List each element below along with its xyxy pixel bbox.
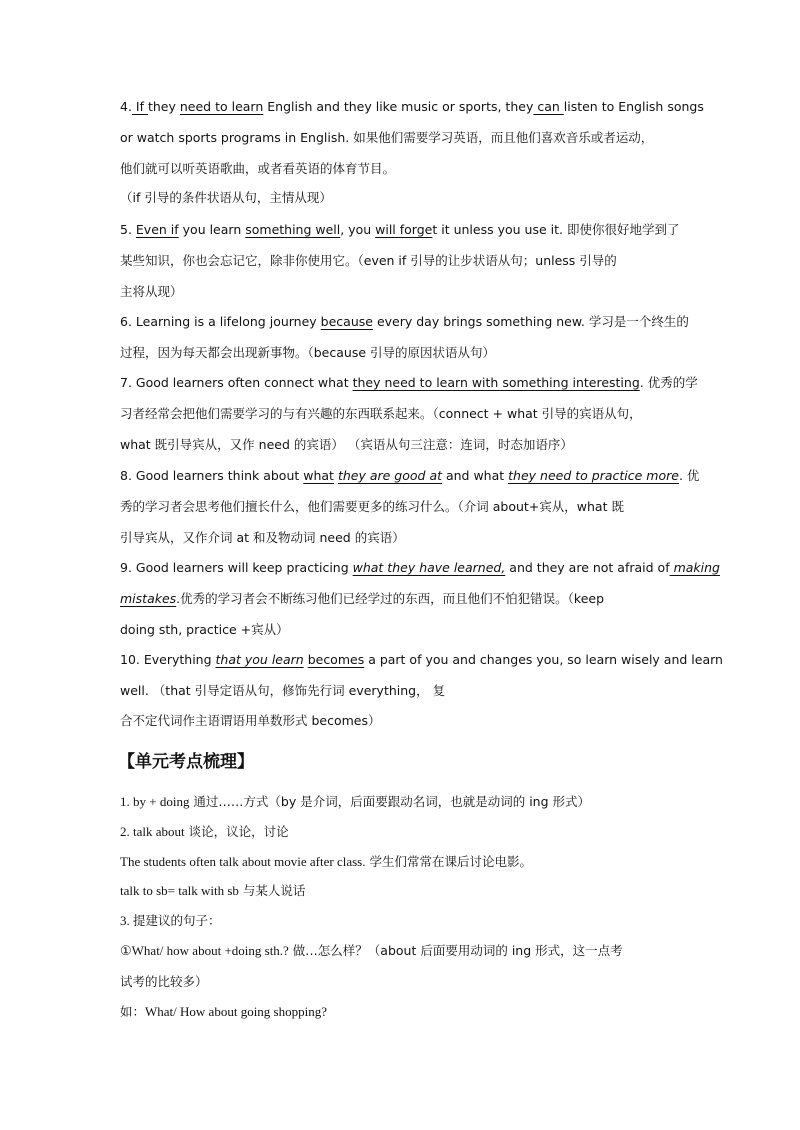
sentence-6-line-2: 过程，因为每天都会出现新事物。（because 引导的原因状语从句）: [120, 345, 496, 360]
sentence-text: they: [147, 99, 180, 114]
sentence-7-line-1: [120, 373, 698, 393]
keypoint-2-example: [120, 852, 532, 872]
sentence-text: English and they like music or sports, they: [263, 99, 534, 114]
sentence-text: 10. Everything: [120, 652, 216, 667]
blank-answer: can: [533, 99, 564, 114]
keypoint-chinese: 通过……方式（by 是介词，后面要跟动名词，也就是动词的 ing 形式）: [189, 794, 591, 809]
blank-answer: what they have learned,: [352, 560, 506, 575]
blank-answer: they need to learn with something interesting: [352, 375, 640, 390]
example-english: What/ How about going shopping?: [145, 1004, 327, 1019]
example-english: The students often talk about movie after class.: [120, 854, 366, 869]
sentence-5-line-2: 某些知识，你也会忘记它，除非你使用它。（even if 引导的让步状语从句；unless 引导的: [120, 253, 617, 268]
keypoint-3: [120, 911, 221, 931]
keypoint-english: 2. talk about: [120, 824, 185, 839]
blank-answer: If: [131, 99, 148, 114]
blank-answer: something well: [245, 222, 341, 237]
keypoint-number: 3.: [120, 913, 133, 928]
sentence-5-line-3: 主将从现）: [120, 284, 183, 299]
blank-answer: need to learn: [179, 99, 264, 114]
blank-answer: mistakes: [120, 591, 177, 606]
sentence-text: 9. Good learners will keep practicing: [120, 560, 353, 575]
sentence-text: 6. Learning is a lifelong journey: [120, 314, 321, 329]
sentence-9-line-2: [120, 589, 604, 609]
sentence-4-line-2: or watch sports programs in English. 如果他们需要学习英语，而且他们喜欢音乐或者运动，: [120, 130, 654, 145]
sentence-text: and what: [442, 468, 509, 483]
blank-answer: making: [669, 560, 720, 575]
sentence-7-line-3: what 既引导宾从，又作 need 的宾语） （宾语从句三注意：连词，时态加语序）: [120, 437, 573, 452]
sentence-8-line-2: 秀的学习者会思考他们擅长什么，他们需要更多的练习什么。（介词 about+宾从，what 既: [120, 499, 624, 514]
example-chinese: 学生们常常在课后讨论电影。: [365, 854, 532, 869]
sentence-9-line-1: [120, 558, 720, 578]
sentence-text: every day brings something new. 学习是一个终生的: [372, 314, 689, 329]
keypoint-3a-line-2: 试考的比较多）: [120, 974, 208, 989]
blank-answer: Even if: [135, 222, 179, 237]
blank-answer: what: [303, 468, 334, 483]
sentence-10-line-2: well. （that 引导定语从句，修饰先行词 everything， 复: [120, 683, 446, 698]
sentence-number: 4.: [120, 99, 132, 114]
keypoint-2: [120, 822, 289, 842]
section-heading: 【单元考点梳理】: [118, 752, 254, 772]
sentence-text: . 优: [678, 468, 700, 483]
blank-answer: becomes: [307, 652, 365, 667]
sentence-text: . 优秀的学: [639, 375, 698, 390]
sentence-text: you learn: [178, 222, 246, 237]
sentence-text: a part of you and changes you, so learn wisely and learn: [364, 652, 723, 667]
keypoint-chinese: 谈论，议论，讨论: [184, 824, 289, 839]
keypoint-english: 1. by + doing: [120, 794, 190, 809]
sentence-text: 8. Good learners think about: [120, 468, 304, 483]
sentence-text: , you: [340, 222, 376, 237]
sentence-4-note: （if 引导的条件状语从句，主情从现）: [120, 190, 332, 205]
sentence-4-line-1: [120, 97, 704, 117]
keypoint-chinese: 提建议的句子：: [133, 913, 221, 928]
keypoint-chinese: 与某人说话: [238, 883, 306, 898]
sentence-5-line-1: [120, 220, 679, 240]
keypoint-chinese: 做…怎么样？（about 后面要用动词的 ing 形式，这一点考: [288, 943, 623, 958]
keypoint-1: [120, 792, 590, 812]
blank-answer: that you learn: [215, 652, 304, 667]
keypoint-2b: [120, 881, 305, 901]
sentence-number: 5.: [120, 222, 136, 237]
keypoint-3-example: [120, 1002, 327, 1022]
example-prefix: 如：: [120, 1004, 146, 1019]
keypoint-english: ①What/ how about +doing sth.?: [120, 943, 289, 958]
sentence-8-line-1: [120, 466, 699, 486]
sentence-text: t it unless you use it. 即使你很好地学到了: [432, 222, 680, 237]
sentence-text: and they are not afraid of: [505, 560, 670, 575]
sentence-text: 7. Good learners often connect what: [120, 375, 353, 390]
sentence-10-line-1: [120, 650, 723, 670]
sentence-9-line-3: doing sth, practice +宾从）: [120, 622, 289, 637]
sentence-6-line-1: [120, 312, 689, 332]
sentence-4-line-3: 他们就可以听英语歌曲，或者看英语的体育节目。: [120, 161, 396, 176]
sentence-10-line-3: 合不定代词作主语谓语用单数形式 becomes）: [120, 713, 381, 728]
blank-answer: they need to practice more: [508, 468, 679, 483]
blank-answer: will forge: [375, 222, 433, 237]
sentence-text: listen to English songs: [563, 99, 704, 114]
blank-answer: because: [320, 314, 373, 329]
sentence-8-line-3: 引导宾从，又作介词 at 和及物动词 need 的宾语）: [120, 530, 405, 545]
keypoint-3a: [120, 941, 623, 961]
keypoint-english: talk to sb= talk with sb: [120, 883, 239, 898]
sentence-7-line-2: 习者经常会把他们需要学习的与有兴趣的东西联系起来。（connect + what 引导的宾语从句，: [120, 406, 642, 421]
sentence-text: .优秀的学习者会不断练习他们已经学过的东西，而且他们不怕犯错误。（keep: [176, 591, 605, 606]
blank-answer: they are good at: [337, 468, 442, 483]
